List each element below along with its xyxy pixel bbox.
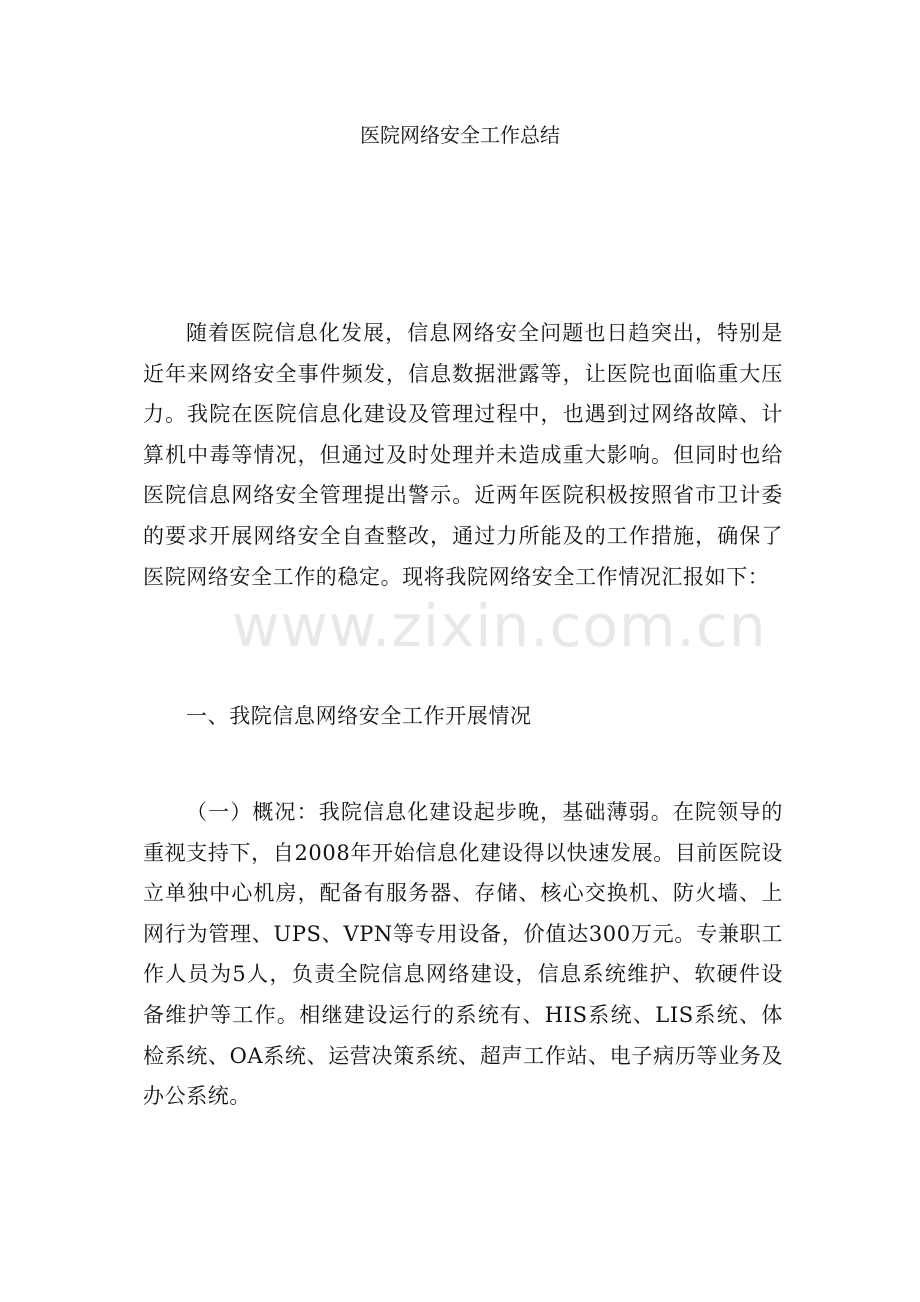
document-title: 医院网络安全工作总结 xyxy=(360,123,560,147)
watermark: www.zixin.com.cn xyxy=(232,592,767,660)
overview-paragraph: （一）概况：我院信息化建设起步晚，基础薄弱。在院领导的重视支持下，自2008年开始信息化建设得以快速发展。目前医院设立单独中心机房，配备有服务器、存储、核心交换机、防火墙、上网行为管理、UPS、VPN等专用设备，价值达300万元。专兼职工作人员为5人，负责全院信息网络建设，信息系统维护、软硬件设备维护等工作。相继建设运行的系统有、HIS系统、LIS系统、体检系统、OA系统、运营决策系统、超声工作站、电子病历等业务及办公系统。 xyxy=(143,800,783,1109)
intro-paragraph: 随着医院信息化发展，信息网络安全问题也日趋突出，特别是近年来网络安全事件频发，信息数据泄露等，让医院也面临重大压力。我院在医院信息化建设及管理过程中，也遇到过网络故障、计算机中毒等情况，但通过及时处理并未造成重大影响。但同时也给医院信息网络安全管理提出警示。近两年医院积极按照省市卫计委的要求开展网络安全自查整改，通过力所能及的工作措施，确保了医院网络安全工作的稳定。现将我院网络安全工作情况汇报如下： xyxy=(143,321,783,589)
section-heading: 一、我院信息网络安全工作开展情况 xyxy=(186,704,532,728)
